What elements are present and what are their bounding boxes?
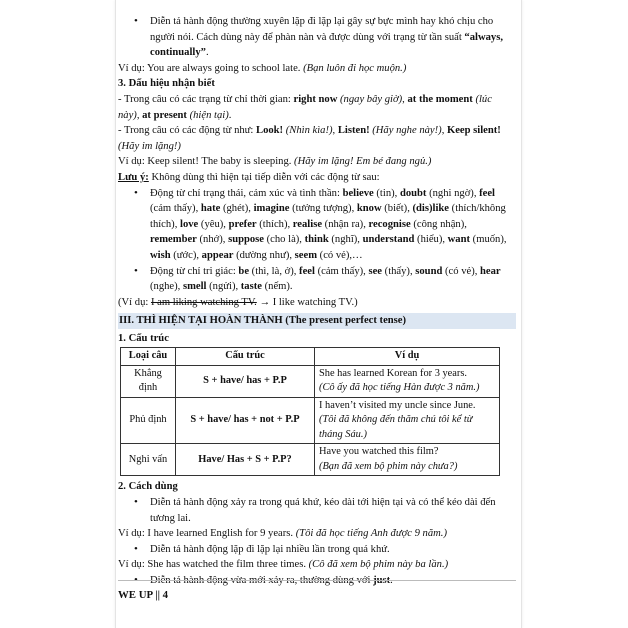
verb: think	[304, 234, 329, 246]
verb: remember	[150, 234, 197, 246]
gloss: (nhận ra),	[322, 218, 369, 230]
wrong-example: I am liking watching TV.	[150, 296, 257, 308]
translation: (hiện tại)	[186, 109, 229, 121]
signs-time-adverbs	[118, 92, 516, 123]
verb: feel	[479, 187, 496, 199]
translation: (Nhìn kìa!)	[283, 125, 333, 137]
bullet-state-verbs	[128, 186, 516, 264]
punct: ,	[136, 109, 143, 121]
verb: wish	[150, 249, 171, 261]
example-sentence: She has learned Korean for 3 years.	[319, 367, 468, 379]
frequency-adverbs: “always, continually”	[150, 31, 503, 59]
gloss: (dường như),	[233, 249, 295, 261]
structure-formula: S + have/ has + not + P.P	[176, 397, 315, 444]
gloss: (ước),	[170, 249, 202, 261]
heading-usage: 2. Cách dùng	[118, 481, 178, 493]
verb: feel	[299, 265, 315, 277]
page-content	[118, 14, 516, 589]
text: - Trong câu có các động từ như:	[118, 125, 256, 137]
structure-formula: Have/ Has + S + P.P?	[176, 444, 315, 476]
table-header-row	[121, 348, 500, 366]
table-row	[121, 397, 500, 444]
verb: be	[238, 265, 250, 277]
verb: see	[368, 265, 383, 277]
gloss: (muốn),	[470, 234, 507, 246]
text: - Trong câu có các trạng từ chỉ thời gian:	[118, 93, 294, 105]
table-row	[121, 444, 500, 476]
example-translation: (Bạn luôn đi học muộn.)	[303, 62, 407, 74]
verb: hear	[480, 265, 501, 277]
table-row	[121, 365, 500, 397]
punct: ,	[332, 125, 338, 137]
verb: understand	[362, 234, 415, 246]
gloss: (cho là),	[264, 234, 305, 246]
gloss: (cảm thấy),	[314, 265, 369, 277]
example-sentence: Have you watched this film?	[319, 446, 439, 458]
keyword: at present	[142, 109, 187, 121]
keyword: Look!	[256, 125, 284, 137]
example-translation: (Hãy im lặng! Em bé đang ngủ.)	[294, 156, 432, 168]
translation: (ngay bây giờ)	[337, 93, 403, 105]
keyword: at the moment	[407, 93, 473, 105]
punct: ,	[441, 125, 447, 137]
gloss: (biết),	[381, 203, 413, 215]
example-keep-silent	[118, 154, 516, 170]
gloss: (công nhận),	[410, 218, 467, 230]
punct: ,	[402, 93, 408, 105]
gloss: (có vẻ),…	[317, 249, 363, 261]
document-page	[115, 0, 522, 628]
gloss: (nghĩ),	[328, 234, 363, 246]
example-always	[118, 61, 516, 77]
sentence-type: Phủ định	[121, 397, 176, 444]
section-title-present-perfect: III. THÌ HIỆN TẠI HOÀN THÀNH (The present perfect tense)	[118, 313, 516, 329]
example-translation: (Cô ấy đã học tiếng Hàn được 3 năm.)	[319, 382, 480, 394]
example-translation: (Tôi đã không đến thăm chú tôi kể từ tháng Sáu.)	[319, 414, 473, 440]
gloss: (tin),	[373, 187, 400, 199]
verb: seem	[294, 249, 318, 261]
col-header-example: Ví dụ	[315, 348, 500, 366]
col-header-type: Loại câu	[121, 348, 176, 366]
verb: sound	[415, 265, 443, 277]
gloss: (hiểu),	[414, 234, 448, 246]
correct-example: I like watching TV.)	[272, 296, 358, 308]
example-usage-1	[118, 526, 516, 542]
verb: believe	[342, 187, 374, 199]
verb: know	[356, 203, 382, 215]
example-cell	[315, 444, 500, 476]
example-cell	[315, 365, 500, 397]
verb: imagine	[253, 203, 290, 215]
gloss: (thích),	[256, 218, 293, 230]
example-text: Ví dụ: I have learned English for 9 years.	[118, 528, 296, 540]
gloss: (yêu),	[198, 218, 229, 230]
gloss: (nghi ngờ),	[426, 187, 480, 199]
punct: .	[228, 109, 232, 121]
gloss: (nghe),	[150, 281, 183, 293]
bullet-usage-1: • Diễn tả hành động xảy ra trong quá khứ, kéo dài tới hiện tại và có thể kéo dài đến tương lai.	[128, 495, 516, 526]
example-translation: (Bạn đã xem bộ phim này chưa?)	[319, 460, 458, 472]
gloss: (thì, là, ở),	[249, 265, 300, 277]
verb: appear	[201, 249, 234, 261]
example-cell	[315, 397, 500, 444]
gloss: (thích/không thích),	[150, 203, 506, 230]
punct: .	[205, 47, 209, 59]
gloss: (có vẻ),	[442, 265, 481, 277]
example-text: Ví dụ: You are always going to school late.	[118, 62, 304, 74]
example-translation: (Tôi đã học tiếng Anh được 9 năm.)	[295, 528, 447, 540]
structure-formula: S + have/ has + P.P	[176, 365, 315, 397]
example-translation: (Cô đã xem bộ phim này ba lần.)	[308, 559, 449, 571]
col-header-structure: Cấu trúc	[176, 348, 315, 366]
bullet-text: Diễn tả hành động thường xuyên lặp đi lặp lại gây sự bực mình hay khó chịu cho người nói. Cách dùng này để phàn nàn và được dùng với trạng từ tần suất	[150, 16, 494, 43]
gloss: (cảm thấy),	[150, 203, 201, 215]
sentence-type: Khẳng định	[121, 365, 176, 397]
translation: (Hãy nghe này!)	[369, 125, 442, 137]
bullet-perception-verbs	[128, 264, 516, 295]
text: Động từ chỉ tri giác:	[150, 265, 239, 277]
gloss: (nếm).	[261, 281, 293, 293]
bullet-always-usage	[128, 14, 516, 61]
heading-signs: 3. Dấu hiệu nhận biết	[118, 78, 215, 90]
gloss: (thấy),	[382, 265, 416, 277]
verb: prefer	[228, 218, 257, 230]
structure-table	[120, 347, 500, 476]
verb: hate	[200, 203, 221, 215]
verb: recognise	[368, 218, 411, 230]
verb: smell	[182, 281, 207, 293]
verb: (dis)like	[412, 203, 450, 215]
keyword: right now	[293, 93, 338, 105]
note-text: Không dùng thì hiện tại tiếp diễn với các động từ sau:	[148, 171, 380, 183]
verb: realise	[292, 218, 323, 230]
note-label: Lưu ý:	[118, 171, 149, 183]
verb: suppose	[228, 234, 264, 246]
verb: want	[447, 234, 471, 246]
example-liking	[118, 295, 516, 311]
heading-structure: 1. Cấu trúc	[118, 332, 169, 344]
keyword: just	[373, 575, 391, 587]
page-footer: WE UP || 4	[118, 580, 516, 601]
gloss: (ngửi),	[206, 281, 241, 293]
gloss: (tưởng tượng),	[289, 203, 357, 215]
bullet-usage-2: • Diễn tả hành động lặp đi lặp lại nhiều lần trong quá khứ.	[128, 542, 516, 558]
keyword: Listen!	[337, 125, 370, 137]
translation: (Hãy im lặng!)	[118, 140, 181, 152]
verb: love	[180, 218, 199, 230]
verb: doubt	[399, 187, 427, 199]
gloss: (ghét),	[220, 203, 254, 215]
verb: taste	[240, 281, 262, 293]
signs-verbs	[118, 123, 516, 154]
text: Diễn tả hành động vừa mới xảy ra, thường dùng với	[150, 575, 374, 587]
keyword: Keep silent!	[446, 125, 501, 137]
punct: .	[390, 575, 393, 587]
example-sentence: I haven’t visited my uncle since June.	[319, 399, 476, 411]
example-text: Ví dụ: Keep silent! The baby is sleeping.	[118, 156, 295, 168]
example-usage-2	[118, 557, 516, 573]
translation: (lúc này)	[118, 93, 492, 121]
note	[118, 170, 516, 186]
gloss: (nhớ),	[196, 234, 229, 246]
example-text: Ví dụ: She has watched the film three times.	[118, 559, 309, 571]
sentence-type: Nghi vấn	[121, 444, 176, 476]
text: Động từ chỉ trạng thái, cảm xúc và tình thần:	[150, 187, 343, 199]
text: (Ví dụ:	[118, 296, 151, 308]
arrow-icon: →	[256, 296, 273, 308]
